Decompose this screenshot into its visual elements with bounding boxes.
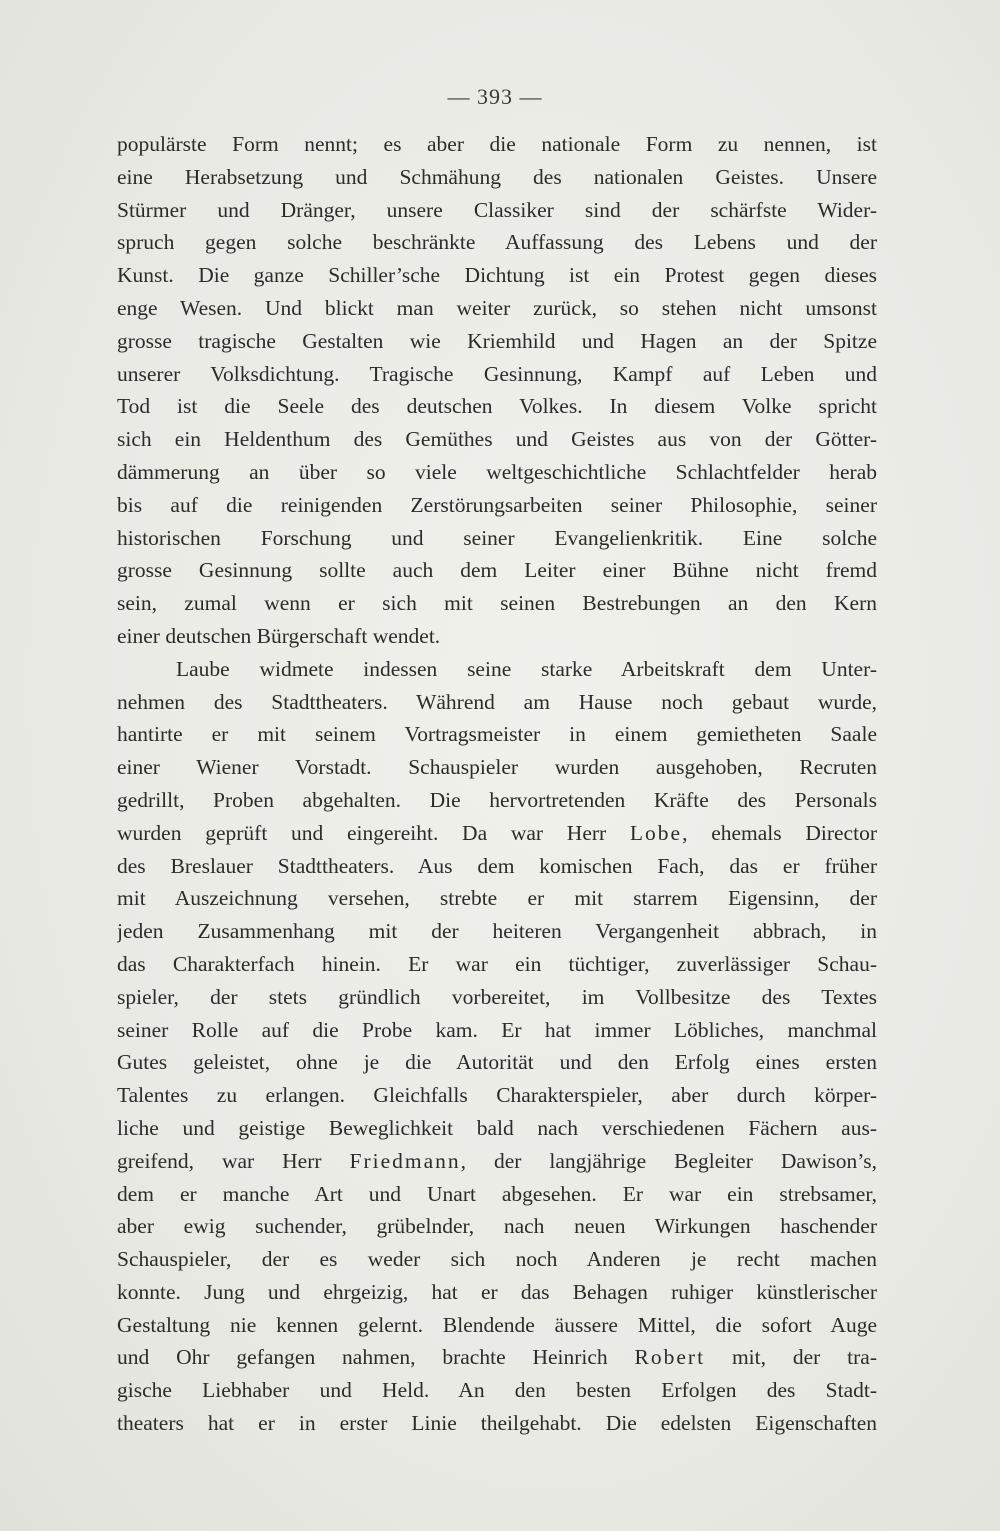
text-line: bis auf die reinigenden Zerstörungsarbeiten seiner Philosophie, seiner — [117, 492, 877, 517]
person-name: Lobe — [629, 820, 683, 845]
text-line: dem er manche Art und Unart abgesehen. Er war ein strebsamer, — [117, 1181, 877, 1206]
text-line: sein, zumal wenn er sich mit seinen Bestrebungen an den Kern — [117, 591, 877, 616]
text-line: Talentes zu erlangen. Gleichfalls Charakterspieler, aber durch körper- — [117, 1083, 877, 1108]
text-line — [117, 1145, 877, 1178]
text-line: gedrillt, Proben abgehalten. Die hervortretenden Kräfte des Personals — [117, 787, 877, 812]
text-line: enge Wesen. Und blickt man weiter zurück, so stehen nicht umsonst — [117, 295, 877, 320]
text-line: dämmerung an über so viele weltgeschichtliche Schlachtfelder herab — [117, 459, 877, 484]
person-name: Robert — [634, 1345, 706, 1370]
text-line: spruch gegen solche beschränkte Auffassung des Lebens und der — [117, 230, 877, 255]
text-line: jeden Zusammenhang mit der heiteren Vergangenheit abbrach, in — [117, 919, 877, 944]
text-line: unserer Volksdichtung. Tragische Gesinnung, Kampf auf Leben und — [117, 361, 877, 386]
text-line: sich ein Heldenthum des Gemüthes und Geistes aus von der Götter- — [117, 427, 877, 452]
text-line: historischen Forschung und seiner Evangelienkritik. Eine solche — [117, 525, 877, 550]
text-line: das Charakterfach hinein. Er war ein tüchtiger, zuverlässiger Schau- — [117, 951, 877, 976]
text-line — [117, 1341, 877, 1374]
text-line: populärste Form nennt; es aber die nationale Form zu nennen, ist — [117, 132, 877, 156]
text-line: theaters hat er in erster Linie theilgehabt. Die edelsten Eigenschaften — [117, 1411, 877, 1436]
text-line: spieler, der stets gründlich vorbereitet, im Vollbesitze des Textes — [117, 984, 877, 1009]
text-segment: greifend, war Herr — [117, 1148, 350, 1173]
text-line: Kunst. Die ganze Schiller’sche Dichtung ist ein Protest gegen dieses — [117, 263, 877, 288]
text-line: grosse Gesinnung sollte auch dem Leiter einer Bühne nicht fremd — [117, 558, 877, 583]
text-line: hantirte er mit seinem Vortragsmeister in einem gemietheten Saale — [117, 722, 877, 747]
text-line: Stürmer und Dränger, unsere Classiker sind der schärfste Wider- — [117, 197, 877, 222]
text-line: Gestaltung nie kennen gelernt. Blendende äussere Mittel, die sofort Auge — [117, 1312, 877, 1337]
person-name: Friedmann — [349, 1148, 461, 1173]
text-line: Gutes geleistet, ohne je die Autorität und den Erfolg eines ersten — [117, 1050, 877, 1075]
text-line: einer Wiener Vorstadt. Schauspieler wurden ausgehoben, Recruten — [117, 755, 877, 780]
text-line: mit Auszeichnung versehen, strebte er mit starrem Eigensinn, der — [117, 886, 877, 911]
text-line: Tod ist die Seele des deutschen Volkes. In diesem Volke spricht — [117, 394, 877, 419]
text-segment: wurden geprüft und eingereiht. Da war Herr — [117, 820, 630, 845]
text-segment: , der langjährige Begleiter Dawison’s, — [460, 1148, 877, 1173]
text-segment: , ehemals Director — [682, 820, 877, 845]
text-line: gische Liebhaber und Held. An den besten Erfolgen des Stadt- — [117, 1378, 877, 1403]
text-line: konnte. Jung und ehrgeizig, hat er das Behagen ruhiger künstlerischer — [117, 1279, 877, 1304]
text-line: seiner Rolle auf die Probe kam. Er hat immer Löbliches, manchmal — [117, 1017, 877, 1042]
page-number: — 393 — — [447, 84, 543, 109]
text-line: aber ewig suchender, grübelnder, nach neuen Wirkungen haschender — [117, 1214, 877, 1239]
text-line — [117, 817, 877, 850]
text-line: grosse tragische Gestalten wie Kriemhild und Hagen an der Spitze — [117, 328, 877, 353]
text-segment: und Ohr gefangen nahmen, brachte Heinrich — [117, 1345, 635, 1370]
text-line: Schauspieler, der es weder sich noch Anderen je recht machen — [117, 1247, 877, 1272]
text-line: liche und geistige Beweglichkeit bald nach verschiedenen Fächern aus- — [117, 1115, 877, 1140]
text-line: einer deutschen Bürgerschaft wendet. — [117, 623, 441, 648]
text-line: nehmen des Stadttheaters. Während am Hause noch gebaut wurde, — [117, 689, 877, 714]
paragraph-first-line: Laube widmete indessen seine starke Arbeitskraft dem Unter- — [176, 656, 877, 681]
text-line: des Breslauer Stadttheaters. Aus dem komischen Fach, das er früher — [117, 853, 877, 878]
text-line: eine Herabsetzung und Schmähung des nationalen Geistes. Unsere — [117, 164, 877, 189]
text-segment: mit, der tra- — [705, 1345, 877, 1370]
body-text — [117, 128, 877, 1440]
